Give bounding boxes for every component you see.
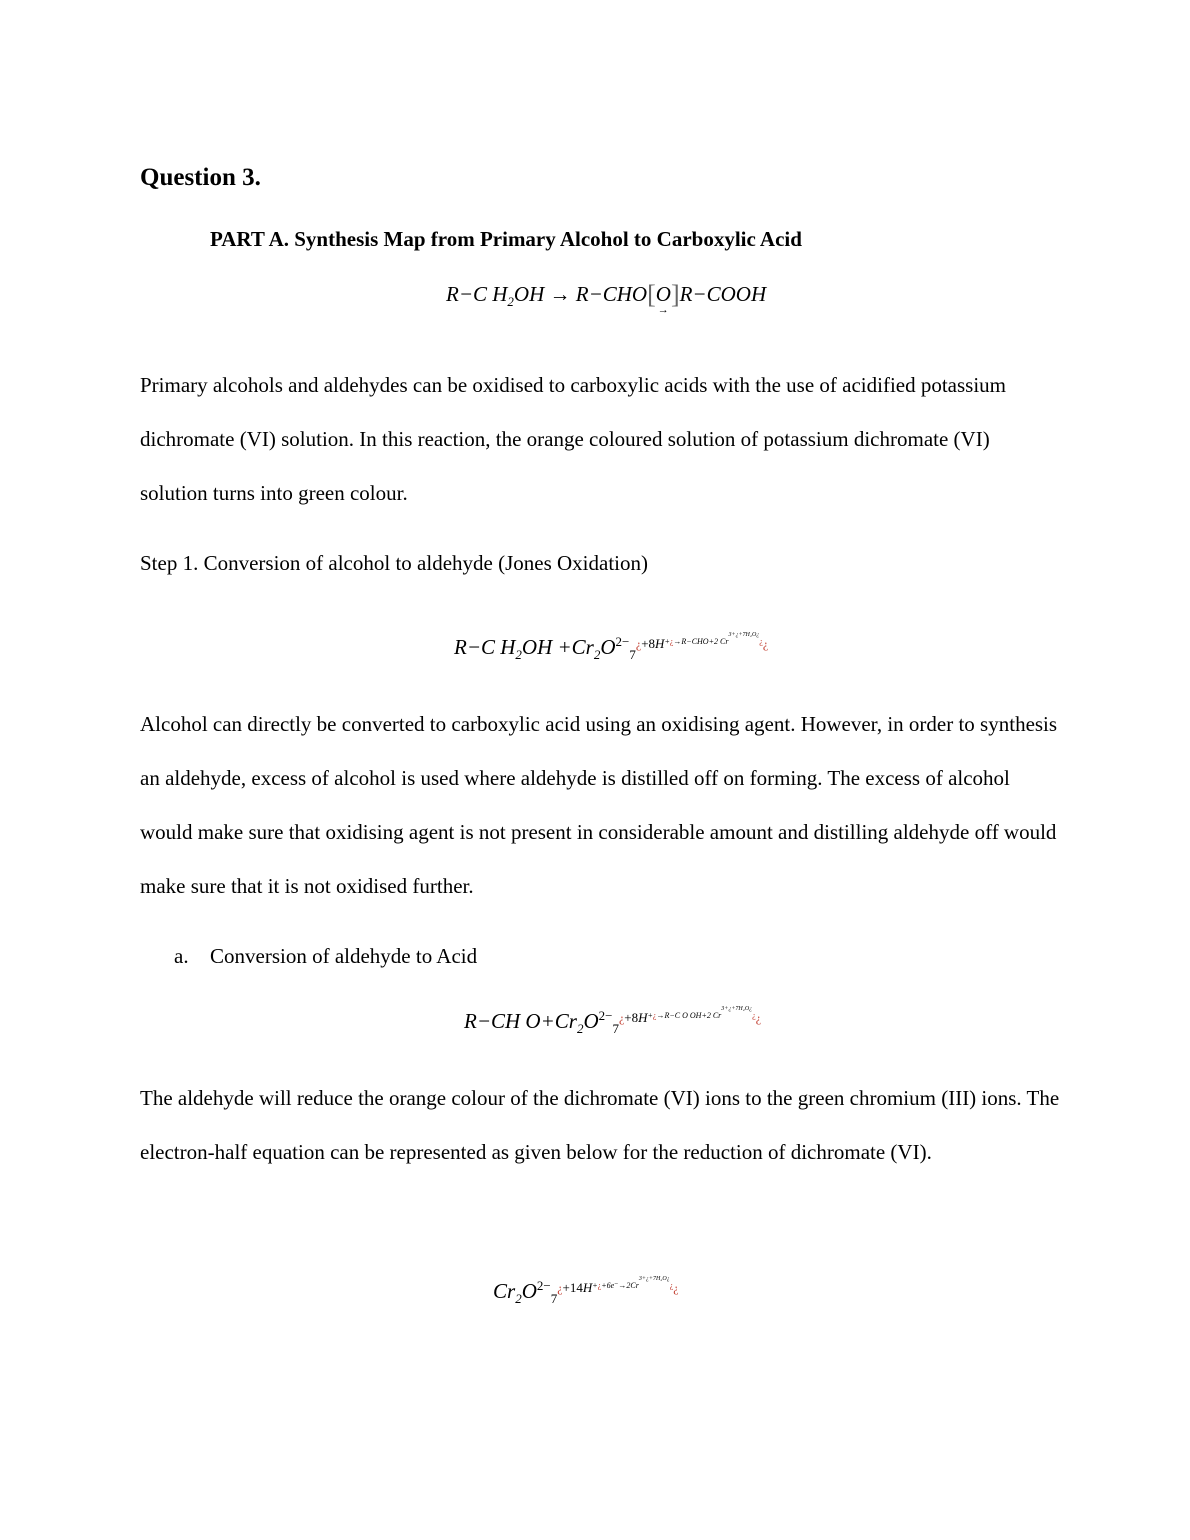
paragraph-excess-alcohol: Alcohol can directly be converted to carboxylic acid using an oxidising agent. However, in order to synthesis an aldehyde, excess of alcohol is used where aldehyde is distilled off on forming. The excess of alcohol would make sure that oxidising agent is not present in considerable amount and distilling aldehyde off would make sure that it is not oxidised further.	[140, 712, 1058, 898]
equation-half-reaction: $Cr_2O^{2-}_7^{¿+14H+¿+6e^-\to 2Cr3+¿+7H_2O¿¿¿}$	[493, 1276, 679, 1307]
eq1-oxidant: O	[655, 282, 671, 306]
eq1-under-arrow: →	[657, 304, 669, 316]
list-item-text: Conversion of aldehyde to Acid	[210, 944, 478, 968]
eq1-lhs: R−C H	[446, 282, 508, 306]
part-a-title: PART A. Synthesis Map from Primary Alcohol to Carboxylic Acid	[210, 227, 802, 251]
paragraph-reduction: The aldehyde will reduce the orange colour of the dichromate (VI) ions to the green chromium (III) ions. The electron-half equation can be represented as given below for the reduction of dichromate (VI).	[140, 1086, 1060, 1164]
equation-jones-oxidation: R−C $H_2OH +Cr_2O^{2-}_7^{¿+8H+¿\to R-CHO+2 Cr3+¿+7H_2O¿¿¿}$	[454, 632, 769, 663]
equation-overall: R−C $H_2OH \to R-CHO[O$ → ]R−COOH	[446, 280, 767, 316]
eq1-rhs: R−COOH	[679, 282, 767, 306]
paragraph-intro: Primary alcohols and aldehydes can be oxidised to carboxylic acids with the use of acidified potassium dichromate (VI) solution. In this reaction, the orange coloured solution of potassium dichromate (VI) solution turns into green colour.	[140, 373, 1007, 505]
list-item-a	[174, 944, 477, 969]
equation-aldehyde-to-acid: R−CH $O+Cr_2O^{2-}_7^{¿+8H+¿\to R-C O OH+2 Cr3+¿+7H_2O¿¿¿}$	[464, 1006, 762, 1037]
question-title: Question 3.	[140, 164, 261, 191]
step-1-heading: Step 1. Conversion of alcohol to aldehyde (Jones Oxidation)	[140, 551, 648, 575]
eq1-sub: 2	[507, 294, 514, 310]
list-marker: a.	[174, 944, 189, 968]
eq1-mid: OH → R−CHO	[513, 282, 648, 306]
